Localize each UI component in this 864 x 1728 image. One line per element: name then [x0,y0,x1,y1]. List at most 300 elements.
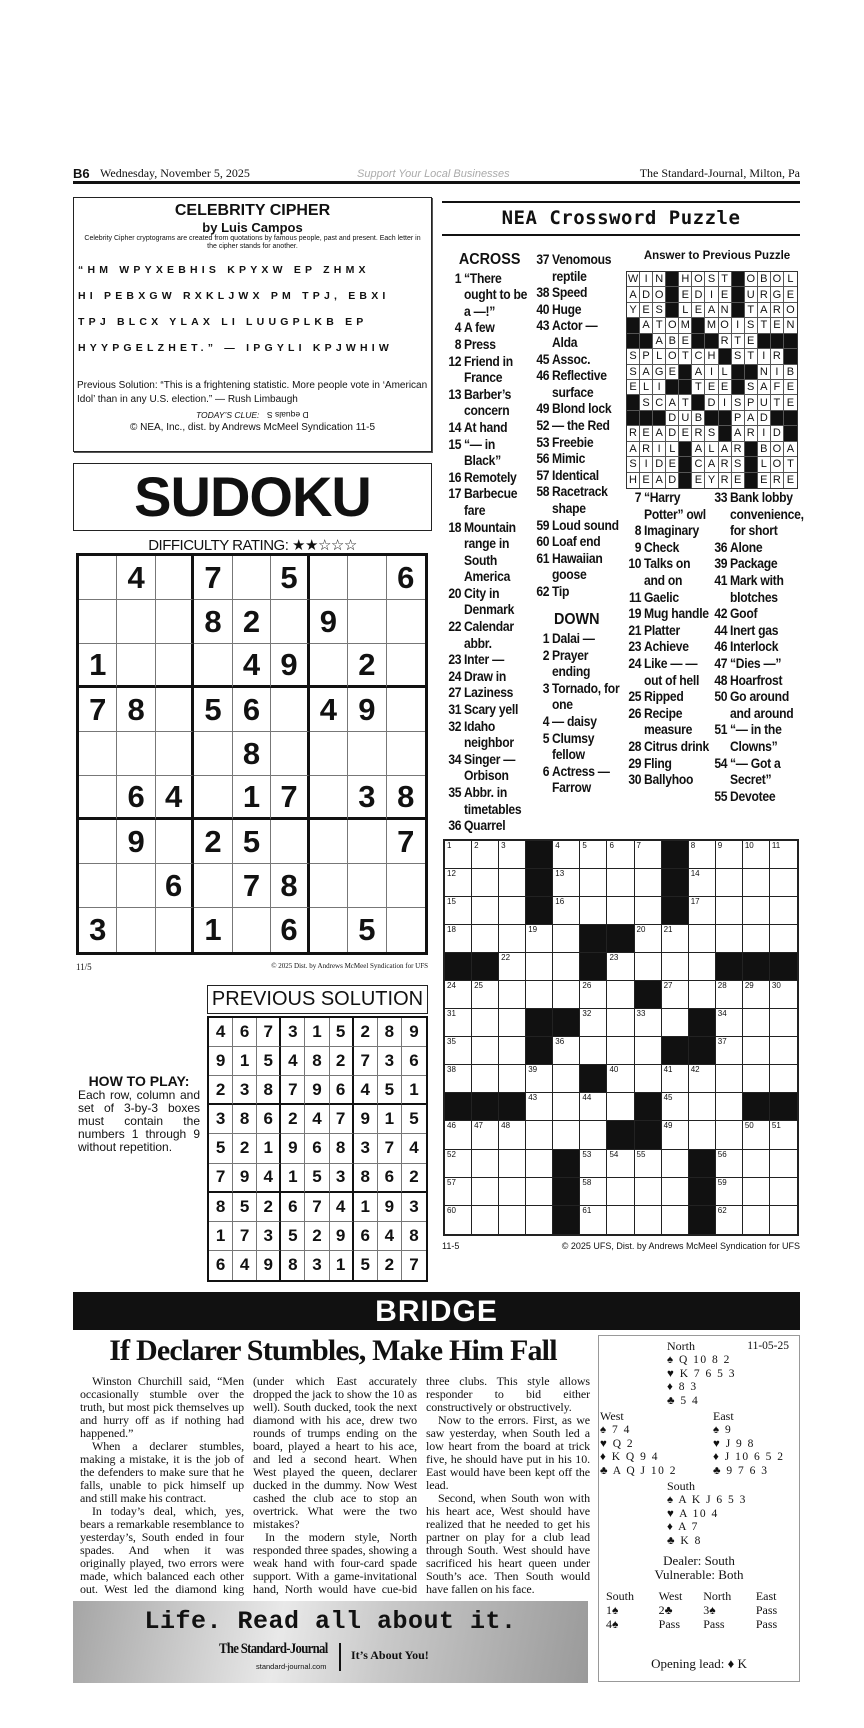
crossword-cell[interactable] [472,1009,499,1037]
crossword-cell[interactable] [607,953,634,981]
clue-text: Barbecue fare [464,486,518,518]
sudoku-cell[interactable] [310,864,348,908]
sudoku-cell: 2 [354,1018,378,1047]
sudoku-cell[interactable] [194,864,232,908]
sudoku-cell[interactable]: 4 [310,688,348,732]
sudoku-cell[interactable]: 8 [387,776,425,820]
crossword-cell[interactable] [770,1037,797,1065]
sudoku-cell[interactable]: 3 [79,908,117,952]
crossword-cell[interactable] [770,841,797,869]
crossword-cell[interactable] [662,953,689,981]
crossword-cell[interactable] [743,1206,770,1234]
cell-number: 39 [528,1065,538,1075]
bridge-column [73,1333,593,1683]
crossword-cell[interactable] [499,953,526,981]
crossword-cell[interactable] [716,869,743,897]
crossword-cell[interactable] [689,897,716,925]
cell-number: 9 [717,840,723,850]
crossword-cell[interactable] [743,1121,770,1149]
crossword-cell[interactable] [770,869,797,897]
sudoku-cell[interactable]: 3 [348,776,386,820]
clue-across [534,518,620,535]
crossword-cell[interactable] [526,953,553,981]
clue-across [446,719,533,752]
crossword-cell[interactable] [526,1150,553,1178]
sudoku-cell[interactable] [156,688,194,732]
clue-across [446,271,533,321]
crossword-cell[interactable] [445,925,472,953]
sudoku-cell[interactable] [271,732,309,776]
sudoku-cell[interactable]: 4 [233,644,271,688]
crossword-cell[interactable] [472,841,499,869]
sudoku-cell[interactable]: 5 [194,688,232,732]
sudoku-cell[interactable] [117,600,155,644]
clue-across [534,285,620,302]
sudoku-cell[interactable] [79,820,117,864]
crossword-cell[interactable] [662,1206,689,1234]
crossword-cell[interactable] [716,897,743,925]
sudoku-cell[interactable] [387,732,425,776]
deal-info [599,1554,799,1582]
clue-across [446,387,533,420]
crossword-cell[interactable] [472,981,499,1009]
crossword-cell[interactable] [689,1065,716,1093]
crossword-cell[interactable] [635,1009,662,1037]
crossword-cell[interactable] [743,1065,770,1093]
crossword-cell[interactable] [689,925,716,953]
sudoku-cell[interactable] [310,556,348,600]
crossword-cell[interactable] [580,1009,607,1037]
sudoku-cell[interactable]: 8 [233,732,271,776]
crossword-cell[interactable] [770,1150,797,1178]
crossword-cell[interactable] [526,1121,553,1149]
clue-number: 25 [628,689,642,705]
sudoku-cell[interactable] [117,908,155,952]
crossword-cell[interactable] [743,897,770,925]
sudoku-cell[interactable] [117,644,155,688]
sudoku-cell[interactable]: 9 [117,820,155,864]
newspaper-ad[interactable] [73,1601,588,1683]
crossword-cell[interactable] [743,925,770,953]
sudoku-cell[interactable] [348,864,386,908]
crossword-cell[interactable] [580,1037,607,1065]
crossword-grid[interactable] [443,839,799,1236]
clue-text: Reflective surface [552,368,607,400]
sudoku-cell[interactable]: 2 [194,820,232,864]
crossword-cell[interactable] [445,869,472,897]
cell-number: 5 [582,840,587,850]
sudoku-cell: 7 [281,1076,305,1105]
black-square [627,318,640,333]
sudoku-cell[interactable] [156,908,194,952]
sudoku-cell[interactable] [79,600,117,644]
answer-cell: S [732,457,745,472]
sudoku-cell[interactable] [271,820,309,864]
answer-cell: I [758,426,771,441]
answer-cell: T [758,318,771,333]
crossword-cell[interactable] [553,897,580,925]
sudoku-cell[interactable] [387,688,425,732]
sudoku-cell[interactable]: 2 [233,600,271,644]
answer-cell: E [732,473,745,488]
answer-cell: A [705,457,718,472]
crossword-cell[interactable] [472,869,499,897]
sudoku-cell[interactable] [310,732,348,776]
crossword-cell[interactable] [607,1037,634,1065]
cell-number: 57 [447,1177,456,1187]
answer-cell: L [784,272,797,287]
black-square [745,457,758,472]
sudoku-cell[interactable]: 7 [79,688,117,732]
crossword-cell[interactable] [607,1009,634,1037]
sudoku-cell[interactable] [156,556,194,600]
crossword-cell[interactable] [607,1206,634,1234]
crossword-cell[interactable] [662,1150,689,1178]
crossword-cell[interactable] [607,897,634,925]
answer-cell: U [679,411,692,426]
crossword-cell[interactable] [635,1065,662,1093]
sudoku-cell[interactable] [310,820,348,864]
crossword-cell[interactable] [635,869,662,897]
crossword-cell[interactable] [716,1150,743,1178]
crossword-cell[interactable] [580,1121,607,1149]
clue-across [446,420,533,437]
crossword-cell[interactable] [662,981,689,1009]
crossword-cell[interactable] [499,925,526,953]
dealer: Dealer: South [663,1553,735,1568]
crossword-cell[interactable] [553,1093,580,1121]
crossword-cell[interactable] [472,1037,499,1065]
crossword-cell[interactable] [526,925,553,953]
crossword-cell[interactable] [607,1150,634,1178]
answer-cell: R [771,473,784,488]
crossword-cell[interactable] [445,1065,472,1093]
crossword-cell[interactable] [472,1065,499,1093]
sudoku-cell[interactable] [387,644,425,688]
crossword-cell[interactable] [770,981,797,1009]
crossword-cell[interactable] [553,869,580,897]
sudoku-cell[interactable]: 6 [271,908,309,952]
crossword-cell[interactable] [580,1093,607,1121]
crossword-cell[interactable] [472,925,499,953]
cell-number: 19 [528,924,538,934]
sudoku-cell[interactable]: 7 [194,556,232,600]
crossword-cell[interactable] [662,1178,689,1206]
crossword-cell[interactable] [553,1037,580,1065]
sudoku-cell[interactable]: 7 [387,820,425,864]
crossword-cell[interactable] [716,1093,743,1121]
crossword-cell[interactable] [607,1178,634,1206]
answer-cell: C [653,395,666,410]
crossword-cell[interactable] [499,1121,526,1149]
sudoku-cell[interactable] [233,908,271,952]
answer-cell: H [627,473,640,488]
black-square [666,380,679,395]
sudoku-cell[interactable]: 7 [271,776,309,820]
crossword-cell[interactable] [770,1121,797,1149]
crossword-cell[interactable] [580,1178,607,1206]
crossword-cell[interactable] [499,1065,526,1093]
crossword-cell[interactable] [499,981,526,1009]
celebrity-cipher [73,197,432,452]
crossword-cell[interactable] [580,897,607,925]
sudoku-cell[interactable] [194,776,232,820]
crossword-cell[interactable] [689,981,716,1009]
crossword-cell[interactable] [716,1037,743,1065]
sudoku-cell[interactable]: 6 [117,776,155,820]
crossword-cell[interactable] [580,981,607,1009]
clue-across [534,551,620,584]
clue-text: Draw in [464,668,507,684]
clue-text: “Harry Potter” owl [644,490,706,522]
sudoku-cell[interactable]: 2 [348,644,386,688]
sudoku-cell[interactable] [117,732,155,776]
sudoku-cell[interactable] [117,864,155,908]
crossword-cell[interactable] [689,1093,716,1121]
sudoku-cell[interactable]: 5 [348,908,386,952]
clue-down [712,789,804,806]
crossword-cell[interactable] [689,841,716,869]
sudoku-cell[interactable] [387,864,425,908]
crossword-cell[interactable] [580,1150,607,1178]
sudoku-cell[interactable]: 5 [233,820,271,864]
crossword-cell[interactable] [445,1121,472,1149]
crossword-cell[interactable] [662,1121,689,1149]
sudoku-cell[interactable] [79,556,117,600]
black-square [526,1009,553,1037]
sudoku-cell[interactable] [348,820,386,864]
sudoku-cell[interactable] [271,688,309,732]
crossword-cell[interactable] [553,1121,580,1149]
crossword-cell[interactable] [716,981,743,1009]
crossword-cell[interactable] [770,1065,797,1093]
hearts-holding [600,1438,677,1452]
crossword-cell[interactable] [445,981,472,1009]
crossword-cell[interactable] [445,1009,472,1037]
clue-number: 61 [536,550,550,566]
crossword-cell[interactable] [662,1093,689,1121]
crossword-cell[interactable] [445,1206,472,1234]
crossword-cell[interactable] [445,1150,472,1178]
crossword-cell[interactable] [526,1065,553,1093]
sudoku-cell[interactable] [387,600,425,644]
crossword-cell[interactable] [553,841,580,869]
crossword-cell[interactable] [635,897,662,925]
sudoku-cell[interactable] [79,732,117,776]
crossword-cell[interactable] [499,1037,526,1065]
crossword-cell[interactable] [499,1150,526,1178]
diamonds-holding [667,1381,736,1395]
sudoku-cell[interactable] [271,600,309,644]
sudoku-cell[interactable] [79,776,117,820]
sudoku-cell[interactable] [194,732,232,776]
crossword-cell[interactable] [580,869,607,897]
sudoku-cell[interactable]: 4 [117,556,155,600]
clue-number: 57 [536,467,550,483]
sudoku-cell[interactable]: 7 [233,864,271,908]
crossword-cell[interactable] [553,981,580,1009]
crossword-cell[interactable] [689,869,716,897]
sudoku-cell[interactable] [156,644,194,688]
crossword-cell[interactable] [553,925,580,953]
crossword-cell[interactable] [716,1206,743,1234]
south-hand [667,1480,747,1549]
sudoku-cell: 3 [330,1164,354,1193]
clue-down [626,756,712,773]
sudoku-grid[interactable] [76,553,428,955]
clue-number: 17 [448,486,462,502]
answer-cell: A [692,365,705,380]
sudoku-cell[interactable]: 6 [387,556,425,600]
crossword-cell[interactable] [472,1121,499,1149]
clue-column [534,252,620,797]
sudoku-cell[interactable] [156,600,194,644]
crossword-cell[interactable] [445,1037,472,1065]
heart-icon: ♥ [667,1507,680,1520]
crossword-cell[interactable] [553,1065,580,1093]
crossword-cell[interactable] [607,869,634,897]
clue-number: 56 [536,451,550,467]
answer-cell: I [719,395,732,410]
black-square [784,426,797,441]
crossword-cell[interactable] [445,841,472,869]
crossword-cell[interactable] [770,1206,797,1234]
crossword-cell[interactable] [499,841,526,869]
crossword-cell[interactable] [743,1009,770,1037]
crossword-cell[interactable] [716,1121,743,1149]
sudoku-cell[interactable]: 8 [194,600,232,644]
sudoku-cell[interactable]: 6 [233,688,271,732]
sudoku-cell[interactable] [348,600,386,644]
crossword-cell[interactable] [607,1065,634,1093]
crossword-cell[interactable] [607,1093,634,1121]
hearts-holding [667,1508,747,1522]
sudoku-cell[interactable] [156,732,194,776]
crossword-cell[interactable] [553,953,580,981]
crossword-cell[interactable] [716,841,743,869]
crossword-cell[interactable] [689,1121,716,1149]
crossword-cell[interactable] [472,1178,499,1206]
crossword-cell[interactable] [716,1009,743,1037]
crossword-cell[interactable] [635,953,662,981]
sudoku-cell[interactable] [233,556,271,600]
crossword-cell[interactable] [472,897,499,925]
crossword-cell[interactable] [662,1009,689,1037]
crossword-cell[interactable] [526,1206,553,1234]
sudoku-cell[interactable]: 9 [348,688,386,732]
clue-text: Loaf end [552,534,601,550]
sudoku-cell[interactable] [156,820,194,864]
crossword-cell[interactable] [580,841,607,869]
cards: A 10 4 [679,1507,719,1520]
crossword-cell[interactable] [716,1065,743,1093]
crossword-cell[interactable] [607,841,634,869]
crossword-cell[interactable] [445,897,472,925]
crossword-cell[interactable] [635,1037,662,1065]
crossword-cell[interactable] [499,869,526,897]
clue-down [712,606,804,623]
sudoku-cell[interactable]: 8 [117,688,155,732]
crossword-cell[interactable] [770,897,797,925]
crossword-cell[interactable] [526,1093,553,1121]
sudoku-cell[interactable]: 1 [79,644,117,688]
crossword-cell[interactable] [662,925,689,953]
crossword-cell[interactable] [716,925,743,953]
crossword-cell[interactable] [635,841,662,869]
crossword-cell[interactable] [526,1178,553,1206]
crossword-cell[interactable] [635,1178,662,1206]
crossword-cell[interactable] [499,1206,526,1234]
sudoku-cell[interactable]: 5 [271,556,309,600]
crossword-cell[interactable] [607,981,634,1009]
crossword-cell[interactable] [743,1037,770,1065]
sudoku-cell[interactable]: 9 [271,644,309,688]
crossword-cell[interactable] [770,1178,797,1206]
crossword-cell[interactable] [635,1150,662,1178]
crossword-cell[interactable] [770,1009,797,1037]
sudoku-cell[interactable] [310,644,348,688]
crossword-cell[interactable] [635,1206,662,1234]
black-square [732,303,745,318]
answer-cell: M [679,318,692,333]
sudoku-cell[interactable]: 8 [271,864,309,908]
crossword-cell[interactable] [635,925,662,953]
clue-text: Scary yell [464,702,519,718]
cell-number: 15 [447,896,456,906]
crossword-cell[interactable] [445,1178,472,1206]
sudoku-cell[interactable] [310,908,348,952]
crossword-cell[interactable] [770,925,797,953]
sudoku-cell: 8 [305,1047,329,1076]
crossword-cell[interactable] [743,981,770,1009]
crossword-cell[interactable] [689,953,716,981]
crossword-cell[interactable] [499,1178,526,1206]
sudoku-cell: 7 [209,1164,233,1193]
crossword-cell[interactable] [580,1206,607,1234]
sudoku-cell[interactable] [348,732,386,776]
crossword-cell[interactable] [716,1178,743,1206]
sudoku-cell[interactable] [79,864,117,908]
sudoku-cell[interactable]: 6 [156,864,194,908]
cipher-clue [74,410,431,420]
crossword-cell[interactable] [743,1150,770,1178]
black-square [679,365,692,380]
sudoku-cell[interactable] [348,556,386,600]
crossword-cell[interactable] [526,981,553,1009]
crossword-cell[interactable] [472,1206,499,1234]
crossword-cell[interactable] [743,1178,770,1206]
crossword-cell[interactable] [499,1009,526,1037]
sudoku-cell[interactable] [194,644,232,688]
crossword-cell[interactable] [472,1150,499,1178]
sudoku-cell[interactable]: 4 [156,776,194,820]
clue-text: Devotee [730,788,776,804]
sudoku-cell[interactable]: 1 [233,776,271,820]
sudoku-cell[interactable] [387,908,425,952]
crossword-cell[interactable] [662,1065,689,1093]
crossword-cell[interactable] [499,897,526,925]
crossword-cell[interactable] [743,869,770,897]
sudoku-cell[interactable] [310,776,348,820]
sudoku-cell: 5 [209,1134,233,1163]
answer-cell: A [719,442,732,457]
crossword-cell[interactable] [743,841,770,869]
black-square [662,841,689,869]
ad-url[interactable]: standard-journal.com [256,1662,327,1671]
sudoku-cell[interactable]: 9 [310,600,348,644]
clue-number: 50 [714,689,728,705]
sudoku-cell[interactable]: 1 [194,908,232,952]
